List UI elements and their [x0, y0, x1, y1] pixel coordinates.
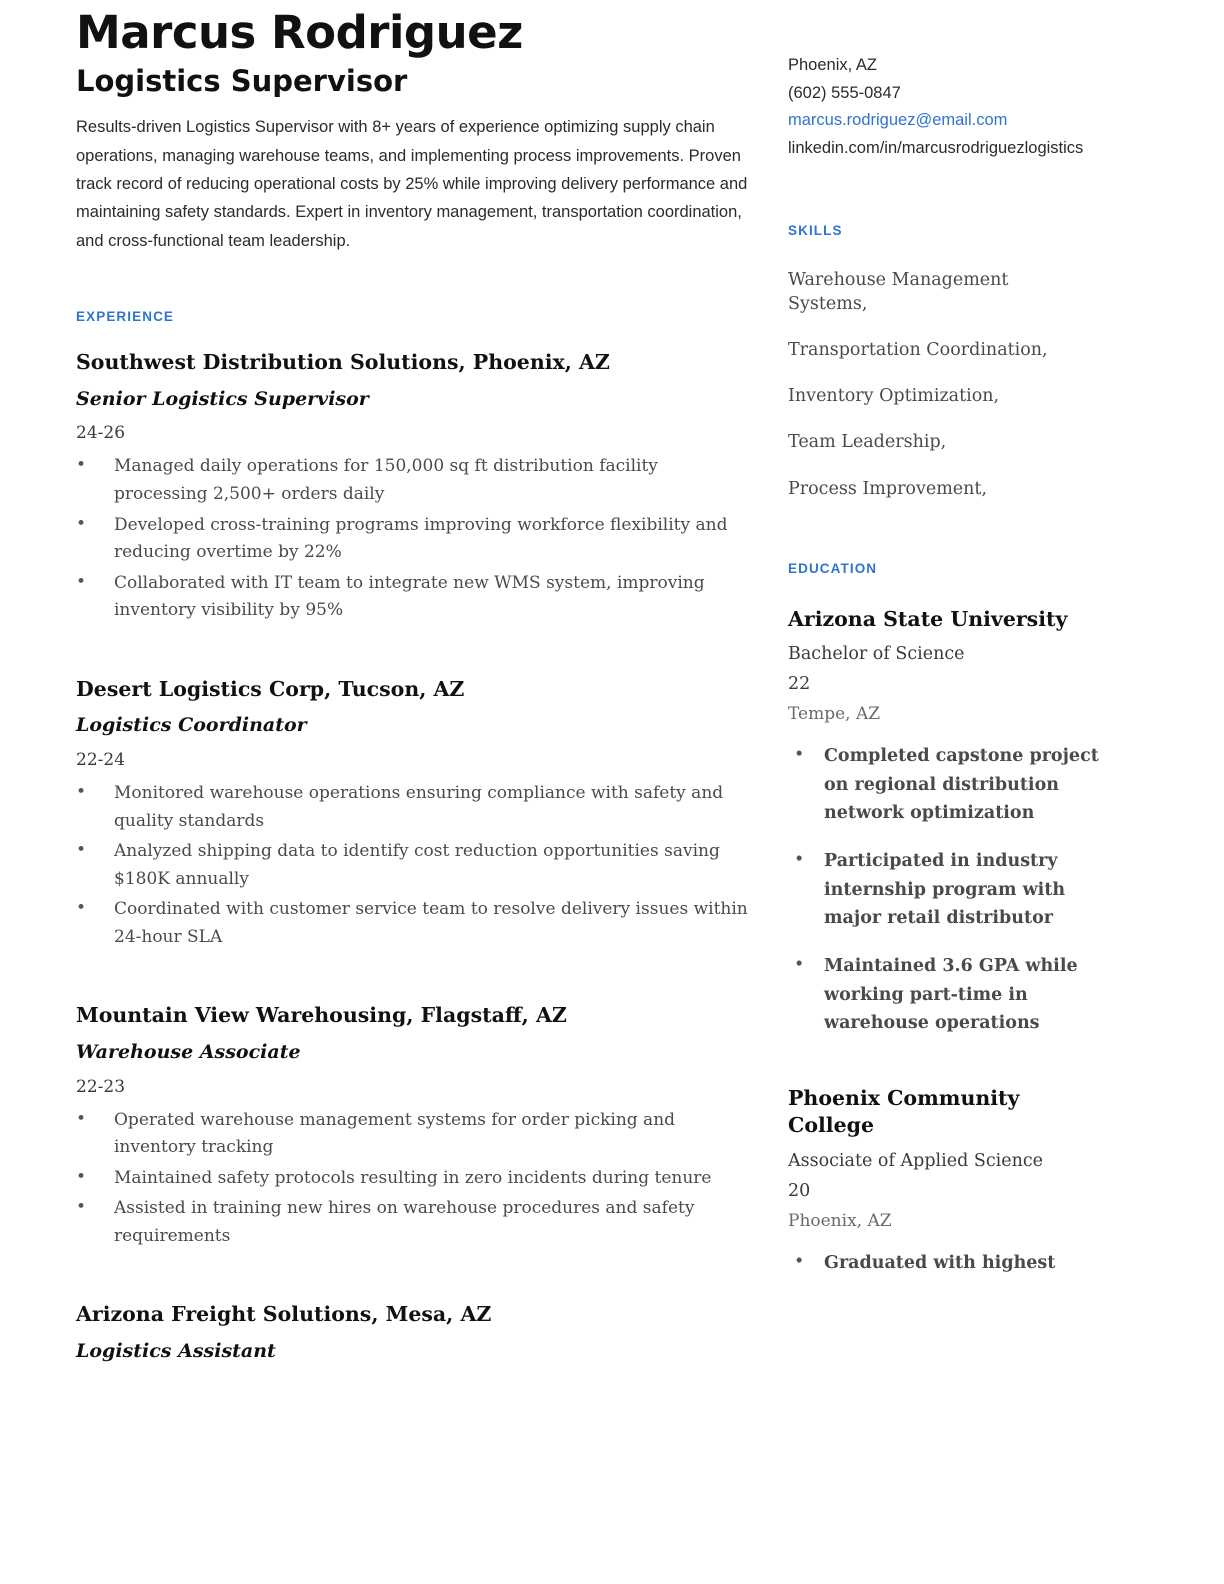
page-title: Marcus Rodriguez	[76, 6, 523, 59]
list-item: • Operated warehouse management systems for order picking and inventory tracking	[76, 1107, 756, 1162]
contact-email-link[interactable]: marcus.rodriguez@email.com	[788, 111, 1008, 130]
experience-bullets	[76, 780, 756, 951]
education-degree: Associate of Applied Science	[788, 1150, 1044, 1171]
list-item: • Managed daily operations for 150,000 sq ft distribution facility processing 2,500+ orders daily	[76, 453, 756, 508]
experience-company: Southwest Distribution Solutions, Phoenix, AZ	[76, 350, 610, 375]
list-item: • Participated in industry internship program with major retail distributor	[788, 847, 1106, 932]
experience-role: Senior Logistics Supervisor	[76, 387, 369, 410]
list-item: Inventory Optimization,	[788, 386, 1000, 407]
list-item: • Developed cross-training programs improving workforce flexibility and reducing overtime by 22%	[76, 512, 756, 567]
education-date: 20	[788, 1180, 811, 1201]
education-section-label: EDUCATION	[788, 560, 878, 576]
list-item: • Maintained safety protocols resulting in zero incidents during tenure	[76, 1165, 756, 1193]
experience-company: Arizona Freight Solutions, Mesa, AZ	[76, 1302, 492, 1327]
list-item: Warehouse Management Systems,	[788, 269, 1009, 315]
education-date: 22	[788, 674, 811, 695]
education-school: Arizona State University	[788, 606, 1068, 631]
list-item: Transportation Coordination,	[788, 340, 1048, 361]
list-item: Team Leadership,	[788, 432, 947, 453]
experience-item	[76, 1302, 756, 1363]
spacer	[76, 255, 756, 309]
professional-headline: Logistics Supervisor	[76, 64, 408, 99]
education-item	[788, 606, 1106, 1038]
education-degree: Bachelor of Science	[788, 644, 965, 665]
side-column	[776, 8, 1106, 1584]
list-item: • Analyzed shipping data to identify cost reduction opportunities saving $180K annually	[76, 838, 756, 893]
education-bullets	[788, 1249, 1106, 1277]
list-item: • Coordinated with customer service team to resolve delivery issues within 24-hour SLA	[76, 896, 756, 951]
education-school: Phoenix Community College	[788, 1086, 1020, 1138]
education-location: Phoenix, AZ	[788, 1210, 892, 1231]
education-location: Tempe, AZ	[788, 704, 881, 725]
experience-company: Mountain View Warehousing, Flagstaff, AZ	[76, 1003, 567, 1028]
contact-linkedin[interactable]: linkedin.com/in/marcusrodriguezlogistics	[788, 139, 1084, 158]
experience-company: Desert Logistics Corp, Tucson, AZ	[76, 676, 465, 701]
contact-block	[788, 52, 1106, 163]
contact-location: Phoenix, AZ	[788, 56, 877, 74]
experience-dates: 22-24	[76, 750, 126, 770]
experience-section-label: EXPERIENCE	[76, 309, 175, 325]
experience-bullets	[76, 453, 756, 624]
list-item: • Maintained 3.6 GPA while working part-time in warehouse operations	[788, 952, 1106, 1037]
experience-bullets	[76, 1107, 756, 1251]
list-item: • Assisted in training new hires on warehouse procedures and safety requirements	[76, 1195, 756, 1250]
professional-summary: Results-driven Logistics Supervisor with 8+ years of experience optimizing supply chain operations, managing warehouse teams, and implementing process improvements. Proven track record of reducing operational costs by 25% while improving delivery performance and maintaining safety standards. Expert in inventory management, transportation coordination, and cross-functional team leadership.	[76, 118, 748, 250]
list-item: • Completed capstone project on regional distribution network optimization	[788, 742, 1106, 827]
skills-section-label: SKILLS	[788, 222, 843, 238]
education-item	[788, 1085, 1106, 1277]
contact-phone: (602) 555-0847	[788, 83, 901, 102]
experience-item	[76, 1003, 756, 1250]
experience-dates: 24-26	[76, 423, 126, 444]
experience-item	[76, 350, 756, 625]
main-column	[76, 8, 776, 1584]
experience-role: Warehouse Associate	[76, 1040, 301, 1063]
education-bullets	[788, 742, 1106, 1037]
list-item: Process Improvement,	[788, 478, 988, 499]
list-item: • Graduated with highest	[788, 1249, 1106, 1277]
experience-role: Logistics Assistant	[76, 1339, 276, 1362]
list-item: • Collaborated with IT team to integrate new WMS system, improving inventory visibility by 95%	[76, 570, 756, 625]
education-section	[788, 561, 1106, 1277]
skills-section	[788, 223, 1106, 501]
experience-item	[76, 677, 756, 952]
experience-dates: 22-23	[76, 1076, 126, 1097]
list-item: • Monitored warehouse operations ensuring compliance with safety and quality standards	[76, 780, 756, 835]
experience-role: Logistics Coordinator	[76, 714, 307, 737]
